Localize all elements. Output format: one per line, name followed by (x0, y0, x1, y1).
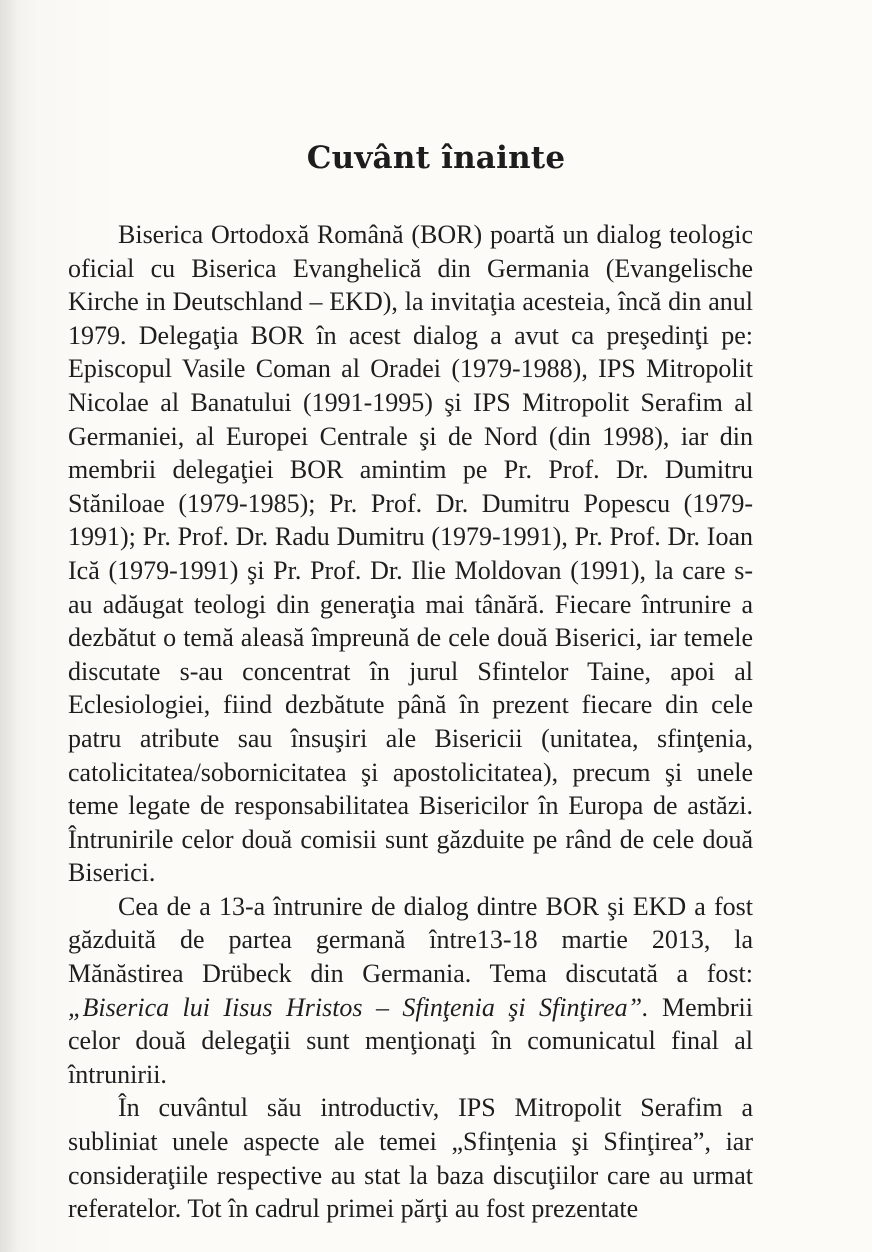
meeting-theme: „Biserica lui Iisus Hristos – Sfinţenia şi Sfinţirea”. (68, 992, 649, 1022)
page-title: Cuvânt înainte (306, 140, 566, 176)
paragraph-introductory-speech: În cuvântul său introductiv, IPS Mitropolit Serafim a subliniat unele aspecte ale temei „Sfinţenia şi Sfinţirea”, iar consideraţiile respective au stat la baza discuţiilor care au urmat referatelor. Tot în cadrul primei părţi au fost prezentate (68, 1093, 753, 1224)
page-gutter-shadow (0, 0, 18, 1252)
body-text (68, 218, 753, 1226)
paragraph-dialog-history: Biserica Ortodoxă Română (BOR) poartă un dialog teologic oficial cu Biserica Evanghelică din Germania (Evangelische Kirche in Deutschland – EKD), la invitaţia acesteia, încă din anul 1979. Delegaţia BOR în acest dialog a avut ca preşedinţi pe: Episcopul Vasile Coman al Oradei (1979-1988), IPS Mitropolit Nicolae al Banatului (1991-1995) şi IPS Mitropolit Serafim al Germaniei, al Europei Centrale şi de Nord (din 1998), iar din membrii delegaţiei BOR amintim pe Pr. Prof. Dr. Dumitru Stăniloae (1979-1985); Pr. Prof. Dr. Dumitru Popescu (1979-1991); Pr. Prof. Dr. Radu Dumitru (1979-1991), Pr. Prof. Dr. Ioan Ică (1979-1991) şi Pr. Prof. Dr. Ilie Moldovan (1991), la care s-au adăugat teologi din generaţia mai tânără. Fiecare întrunire a dezbătut o temă aleasă împreună de cele două Biserici, iar temele discutate s-au concentrat în jurul Sfintelor Taine, apoi al Eclesiologiei, fiind dezbătute până în prezent fiecare din cele patru atribute sau însuşiri ale Bisericii (unitatea, sfinţenia, catolicitatea/sobornicitatea şi apostolicitatea), precum şi unele teme legate de responsabilitatea Bisericilor în Europa de astăzi. Întrunirile celor două comisii sunt găzduite pe rând de cele două Biserici. (68, 220, 753, 888)
paragraph-13th-meeting-text: Cea de a 13-a întrunire de dialog dintre BOR şi EKD a fost găzduită de partea germană între13-18 martie 2013, la Mănăstirea Drübeck din Germania. Tema discutată a fost: (68, 891, 753, 989)
paragraph-13th-meeting-text-end: Membrii celor două delegaţii sunt menţionaţi în comunicatul final al întrunirii. (68, 992, 753, 1089)
paragraph-13th-meeting (68, 890, 753, 1092)
